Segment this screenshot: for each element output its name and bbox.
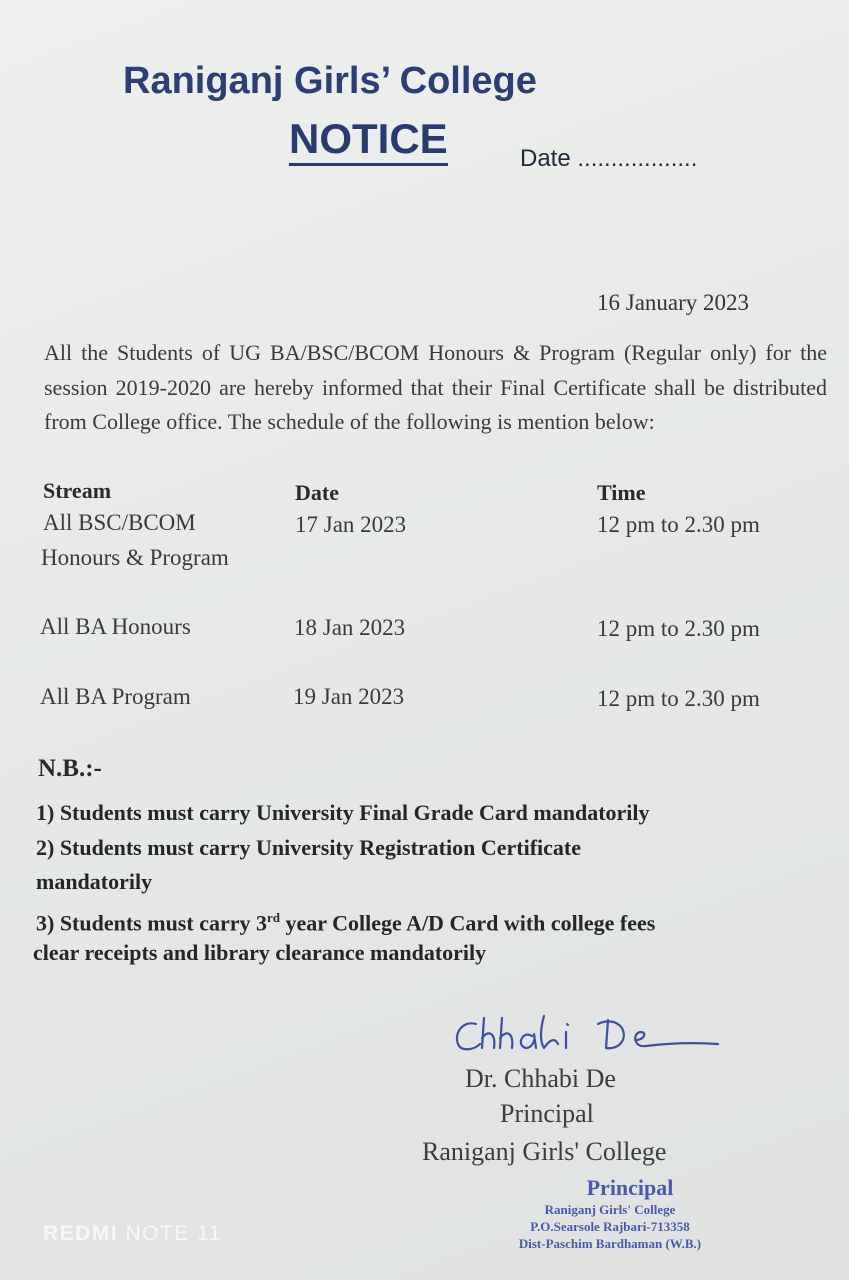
camera-watermark [43, 1222, 222, 1246]
nb-item-3-line2: clear receipts and library clearance mandatorily [33, 940, 487, 965]
principal-name: Dr. Chhabi De [465, 1064, 616, 1093]
date-cell: 17 Jan 2023 [295, 512, 407, 537]
time-cell: 12 pm to 2.30 pm [597, 686, 760, 711]
time-cell: 12 pm to 2.30 pm [597, 512, 760, 537]
college-stamp [445, 1175, 775, 1275]
nb-item-2: 2) Students must carry University Registration Certificate [36, 835, 581, 860]
nb-heading: N.B.:- [38, 755, 102, 782]
handwritten-signature [448, 1010, 728, 1060]
stream-cell-line2: Honours & Program [41, 545, 229, 570]
date-cell: 18 Jan 2023 [294, 615, 406, 640]
principal-designation: Principal [500, 1099, 594, 1128]
stamp-address: P.O.Searsole Rajbari-713358 [530, 1219, 690, 1234]
header-time: Time [597, 480, 646, 505]
stream-cell: All BSC/BCOM [43, 510, 196, 535]
date-label: Date .................. [520, 145, 698, 172]
header-date: Date [295, 480, 339, 505]
signature-college: Raniganj Girls' College [422, 1137, 667, 1166]
stamp-district: Dist-Paschim Bardhaman (W.B.) [518, 1236, 702, 1251]
college-title: Raniganj Girls’ College [123, 60, 537, 102]
header-stream: Stream [43, 478, 112, 503]
nb-item-1: 1) Students must carry University Final Grade Card mandatorily [36, 800, 650, 825]
stream-cell: All BA Program [40, 684, 191, 709]
watermark-brand: REDMI [43, 1222, 119, 1245]
body-paragraph: All the Students of UG BA/BSC/BCOM Honours & Program (Regular only) for the session 2019-2020 are hereby informed that their Final Certificate shall be distributed from College office. The schedule of the following is mention below: [44, 340, 827, 434]
nb-item-2-cont: mandatorily [36, 869, 153, 894]
date-cell: 19 Jan 2023 [293, 684, 405, 709]
notice-heading: NOTICE [289, 115, 448, 166]
ordinal-suffix: rd [267, 910, 280, 925]
watermark-model: NOTE 11 [125, 1222, 222, 1245]
nb-item-3-text: 3) Students must carry 3 [36, 910, 267, 936]
notice-date: 16 January 2023 [597, 290, 750, 315]
time-cell: 12 pm to 2.30 pm [597, 616, 760, 641]
stamp-college: Raniganj Girls' College [544, 1202, 676, 1217]
nb-item-3-text-cont: year College A/D Card with college fees [280, 910, 656, 936]
stamp-title: Principal [586, 1175, 674, 1200]
stream-cell: All BA Honours [40, 614, 191, 639]
